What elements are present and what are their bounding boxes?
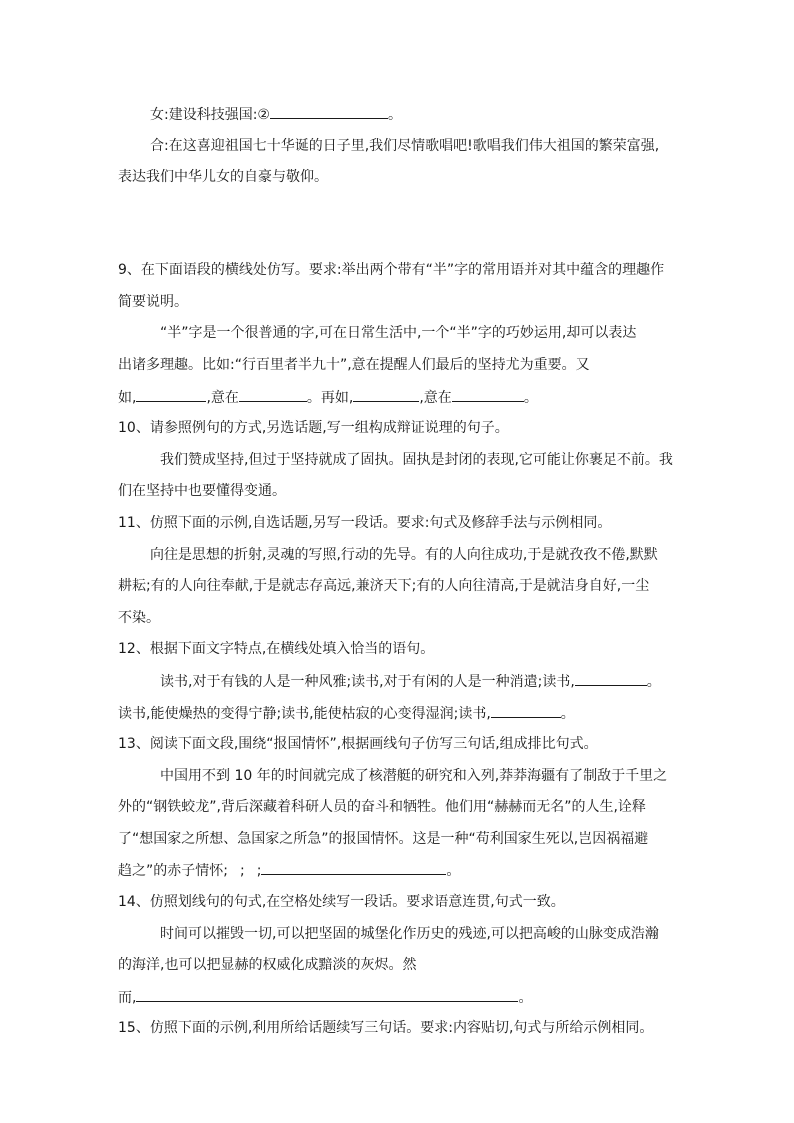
- text-line: 趋之”的赤子情怀; ; ; 。: [118, 860, 460, 881]
- text-line: 如, ,意在 。再如, ,意在 。: [118, 387, 538, 408]
- text-line: 表达我们中华儿女的自豪与敬仰。: [118, 169, 328, 185]
- question-15-prompt: 15、仿照下面的示例,利用所给话题续写三句话。要求:内容贴切,句式与所给示例相同。: [118, 1020, 654, 1036]
- text-line: 们在坚持中也要懂得变通。: [118, 483, 286, 499]
- text-line: 读书,能使燥热的变得宁静;读书,能使枯寂的心变得湿润;读书, 。: [118, 703, 575, 724]
- question-14-prompt: 14、仿照划线句的句式,在空格处续写一段话。要求语意连贯,句式一致。: [118, 894, 565, 910]
- text-line: 女:建设科技强国:② 。: [150, 104, 402, 125]
- text-line: 外的“钢铁蛟龙”,背后深藏着科研人员的奋斗和牺牲。他们用“赫赫而无名”的人生,诠释: [118, 799, 646, 815]
- blank-line: [270, 104, 388, 119]
- question-13-prompt: 13、阅读下面文段,围绕“报国情怀”,根据画线句子仿写三句话,组成排比句式。: [118, 736, 598, 752]
- text-line: 而, 。: [118, 987, 532, 1008]
- blank-line: [136, 387, 206, 402]
- question-10-prompt: 10、请参照例句的方式,另选话题,写一组构成辩证说理的句子。: [118, 420, 509, 436]
- question-11-prompt: 11、仿照下面的示例,自选话题,另写一段话。要求:句式及修辞手法与示例相同。: [118, 515, 612, 531]
- text-line: 向往是思想的折射,灵魂的写照,行动的先导。有的人向往成功,于是就孜孜不倦,默默: [150, 547, 658, 563]
- text-line: 的海洋,也可以把显赫的权威化成黯淡的灰烬。然: [118, 957, 417, 973]
- blank-line: [353, 387, 419, 402]
- text-line: 中国用不到 10 年的时间就完成了核潜艇的研究和入列,莽莽海疆有了制敌于千里之: [160, 768, 668, 784]
- text-line: 时间可以摧毁一切,可以把坚固的城堡化作历史的残迹,可以把高峻的山脉变成浩瀚: [160, 926, 659, 942]
- question-12-prompt: 12、根据下面文字特点,在横线处填入恰当的语句。: [118, 641, 435, 657]
- blank-line: [261, 860, 446, 875]
- blank-line: [239, 387, 307, 402]
- text-line: 出诸多理趣。比如:“行百里者半九十”,意在提醒人们最后的坚持尤为重要。又: [118, 357, 590, 373]
- text-line: 合:在这喜迎祖国七十华诞的日子里,我们尽情歌唱吧!歌唱我们伟大祖国的繁荣富强,: [150, 138, 660, 154]
- text-line: 读书,对于有钱的人是一种风雅;读书,对于有闲的人是一种消遣;读书, 。: [160, 671, 661, 692]
- text-line: 简要说明。: [118, 294, 188, 310]
- question-9-prompt: 9、在下面语段的横线处仿写。要求:举出两个带有“半”字的常用语并对其中蕴含的理趣作: [118, 262, 665, 278]
- text-line: 我们赞成坚持,但过于坚持就成了固执。固执是封闭的表现,它可能让你裹足不前。我: [160, 452, 673, 468]
- text-line: 耕耘;有的人向往奉献,于是就志存高远,兼济天下;有的人向往清高,于是就洁身自好,一尘: [118, 578, 650, 594]
- text-line: 不染。: [118, 610, 160, 626]
- blank-line: [136, 987, 518, 1002]
- blank-line: [452, 387, 524, 402]
- text-line: 了“想国家之所想、急国家之所急”的报国情怀。这是一种“苟利国家生死以,岂因祸福避: [118, 831, 649, 847]
- blank-line: [491, 703, 561, 718]
- blank-line: [575, 671, 647, 686]
- text-line: “半”字是一个很普通的字,可在日常生活中,一个“半”字的巧妙运用,却可以表达: [160, 325, 637, 341]
